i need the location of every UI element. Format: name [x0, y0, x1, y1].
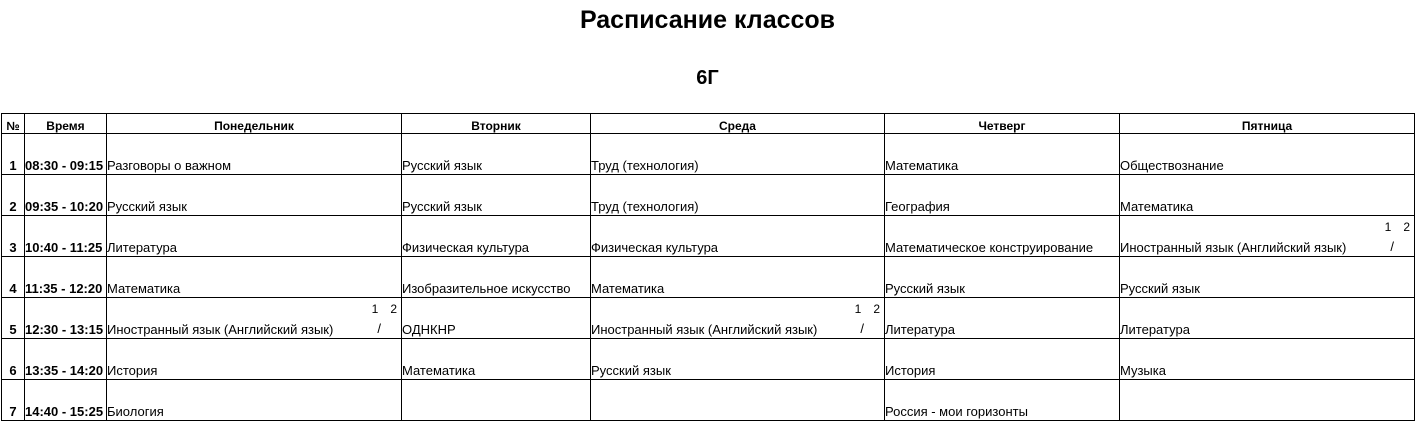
- lesson-number: 6: [2, 339, 25, 380]
- table-row: [2, 216, 1415, 257]
- lesson-time: 09:35 - 10:20: [25, 175, 107, 216]
- lesson-cell: Математика: [885, 134, 1120, 175]
- lesson-cell: Физическая культура: [591, 216, 885, 257]
- header-thursday: Четверг: [885, 114, 1120, 134]
- lesson-cell: Труд (технология): [591, 134, 885, 175]
- group-separator: /: [1390, 239, 1394, 254]
- lesson-cell: Русский язык: [107, 175, 402, 216]
- lesson-cell: Изобразительное искусство: [402, 257, 591, 298]
- group-separator: /: [377, 321, 381, 336]
- lesson-number: 3: [2, 216, 25, 257]
- group-numbers: [360, 302, 397, 316]
- lesson-cell: [402, 380, 591, 421]
- class-name: 6Г: [696, 67, 719, 89]
- lesson-cell: Русский язык: [402, 175, 591, 216]
- table-row: [2, 175, 1415, 216]
- lesson-time: 11:35 - 12:20: [25, 257, 107, 298]
- lesson-cell: Обществознание: [1120, 134, 1415, 175]
- header-monday: Понедельник: [107, 114, 402, 134]
- lesson-cell: ОДНКНР: [402, 298, 591, 339]
- table-row: [2, 339, 1415, 380]
- lesson-time: 10:40 - 11:25: [25, 216, 107, 257]
- lesson-number: 2: [2, 175, 25, 216]
- lesson-cell: География: [885, 175, 1120, 216]
- table-row: [2, 134, 1415, 175]
- lesson-cell: [591, 380, 885, 421]
- lesson-cell: Русский язык: [591, 339, 885, 380]
- lesson-cell: Литература: [1120, 298, 1415, 339]
- lesson-cell: Биология: [107, 380, 402, 421]
- group-2-label: 2: [390, 302, 397, 316]
- header-time: Время: [25, 114, 107, 134]
- schedule-table: [1, 113, 1415, 421]
- lesson-cell: Русский язык: [885, 257, 1120, 298]
- lesson-number: 4: [2, 257, 25, 298]
- lesson-cell: История: [885, 339, 1120, 380]
- table-row: [2, 298, 1415, 339]
- header-tuesday: Вторник: [402, 114, 591, 134]
- lesson-cell: [1120, 380, 1415, 421]
- lesson-cell: Россия - мои горизонты: [885, 380, 1120, 421]
- lesson-cell-split: [107, 298, 402, 339]
- group-1-label: 1: [1384, 220, 1392, 234]
- lesson-number: 1: [2, 134, 25, 175]
- lesson-cell: Литература: [107, 216, 402, 257]
- header-friday: Пятница: [1120, 114, 1415, 134]
- lesson-cell: Математика: [1120, 175, 1415, 216]
- lesson-cell: Русский язык: [1120, 257, 1415, 298]
- table-row: [2, 380, 1415, 421]
- lesson-cell: Музыка: [1120, 339, 1415, 380]
- subject-name: Иностранный язык (Английский язык): [591, 322, 818, 337]
- lesson-time: 12:30 - 13:15: [25, 298, 107, 339]
- lesson-cell: Математическое конструирование: [885, 216, 1120, 257]
- group-1-label: 1: [854, 302, 862, 316]
- lesson-time: 14:40 - 15:25: [25, 380, 107, 421]
- table-row: [2, 257, 1415, 298]
- header-row: [2, 114, 1415, 134]
- lesson-number: 7: [2, 380, 25, 421]
- lesson-cell: История: [107, 339, 402, 380]
- group-separator: /: [860, 321, 864, 336]
- lesson-cell: Русский язык: [402, 134, 591, 175]
- header-num: №: [2, 114, 25, 134]
- lesson-time: 08:30 - 09:15: [25, 134, 107, 175]
- lesson-cell: Математика: [402, 339, 591, 380]
- lesson-cell: Математика: [107, 257, 402, 298]
- lesson-cell: Труд (технология): [591, 175, 885, 216]
- subject-name: Иностранный язык (Английский язык): [1120, 240, 1347, 255]
- group-2-label: 2: [873, 302, 880, 316]
- header-wednesday: Среда: [591, 114, 885, 134]
- lesson-cell: Физическая культура: [402, 216, 591, 257]
- lesson-cell-split: [1120, 216, 1415, 257]
- lesson-cell-split: [591, 298, 885, 339]
- group-numbers: [843, 302, 880, 316]
- lesson-cell: Математика: [591, 257, 885, 298]
- group-numbers: [1373, 220, 1410, 234]
- page-title: Расписание классов: [579, 6, 836, 34]
- lesson-cell: Разговоры о важном: [107, 134, 402, 175]
- group-1-label: 1: [371, 302, 379, 316]
- lesson-time: 13:35 - 14:20: [25, 339, 107, 380]
- lesson-cell: Литература: [885, 298, 1120, 339]
- lesson-number: 5: [2, 298, 25, 339]
- subject-name: Иностранный язык (Английский язык): [107, 322, 334, 337]
- group-2-label: 2: [1403, 220, 1410, 234]
